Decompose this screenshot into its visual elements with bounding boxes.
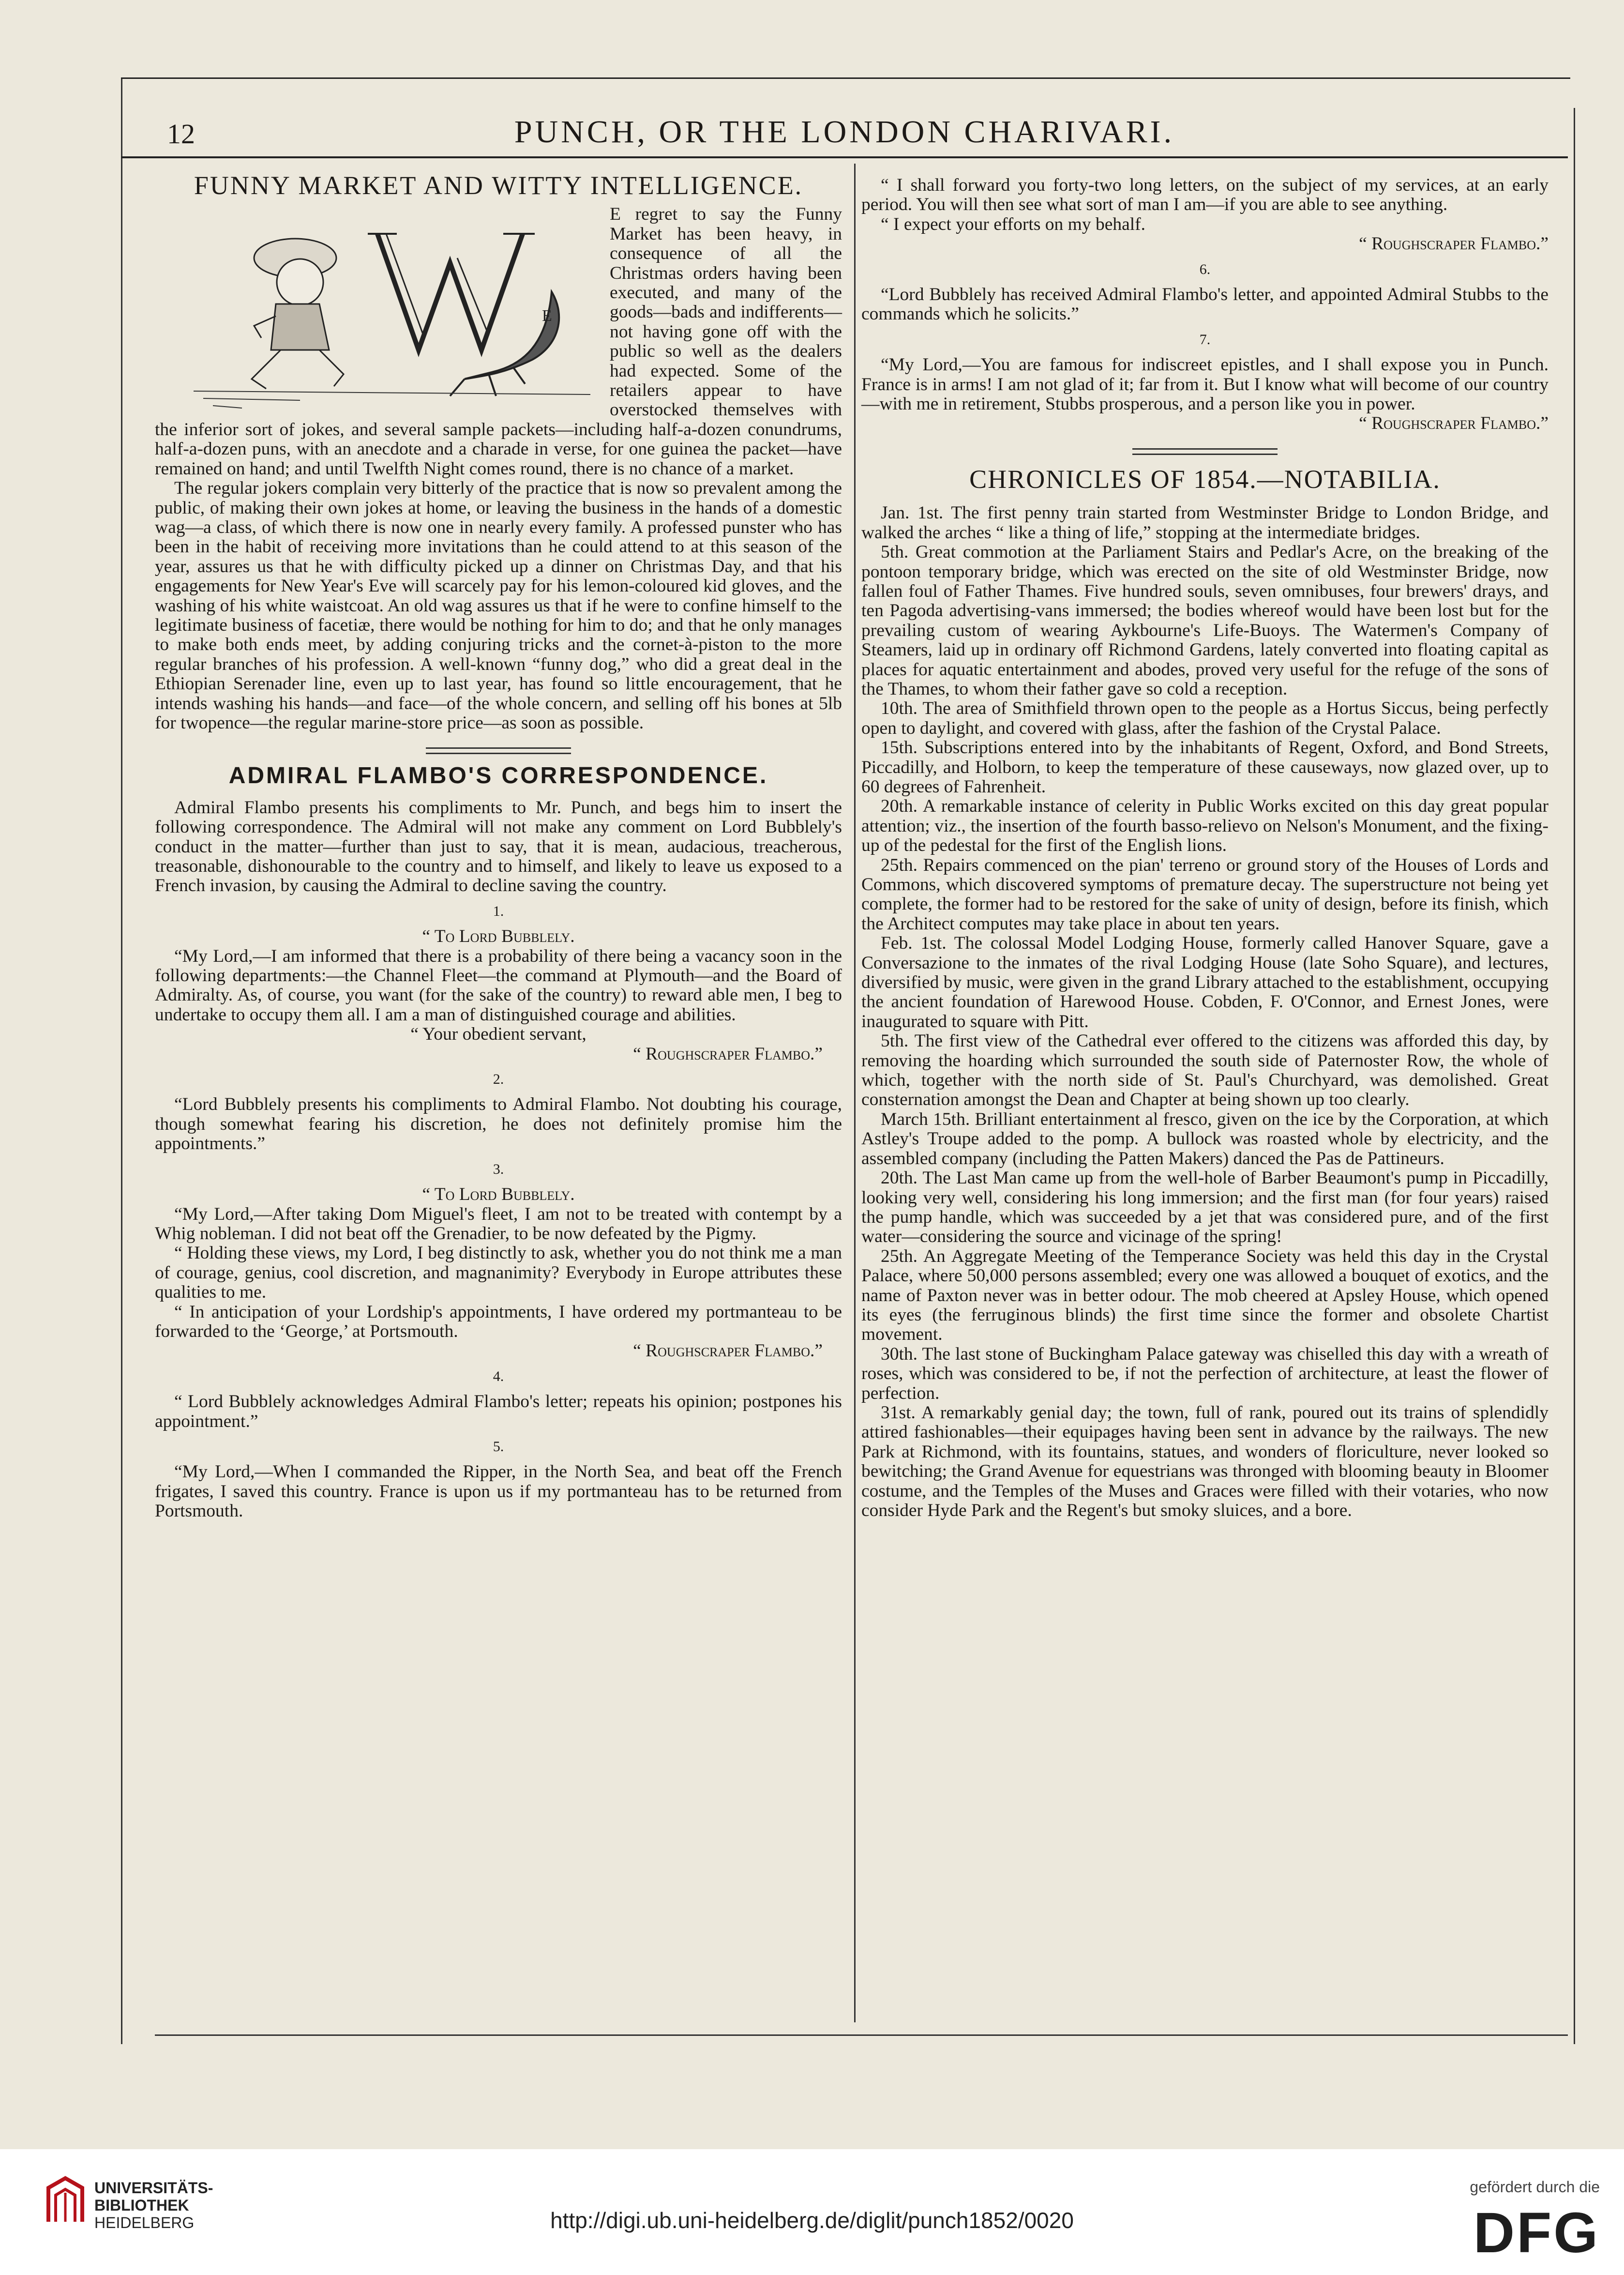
page-bottom-rule	[155, 2034, 1568, 2036]
letter-number-7: 7.	[1199, 331, 1211, 348]
dfg-caption: gefördert durch die	[1470, 2178, 1600, 2196]
letter-3-signature: “ Roughscraper Flambo.”	[633, 1341, 823, 1361]
funny-market-paragraph-1: E regret to say the Funny Market has been heavy, in consequence of all the Christmas orders having been executed, and many of the goods—bads and indifferents—not having gone off with the public so well as the dealers had expected. Some of the retailers appear to have overstocked themselves with the inferior sort of jokes, and several sample packets—including half-a-dozen conundrums, half-a-dozen puns, with an anecdote and a charade in verse, for one guinea the packet—have remained on hand; and until Twelfth Night comes round, there is no chance of a market.	[155, 204, 842, 479]
section-separator	[1132, 448, 1278, 455]
funny-market-heading: FUNNY MARKET AND WITTY INTELLIGENCE.	[194, 171, 803, 200]
letter-1-addressee: “ To Lord Bubblely.	[422, 926, 575, 947]
left-column	[155, 171, 842, 1521]
letter-1-closing: “ Your obedient servant,	[410, 1024, 586, 1045]
newspaper-page	[121, 77, 1570, 2044]
letter-1-body: “My Lord,—I am informed that there is a probability of there being a vacancy soon in the following departments:—the Channel Fleet—the command at Plymouth—and the Board of Admiralty. As, of course, you want (for the sake of the country) to reward able men, I beg to undertake to occupy them all. I am a man of distinguished courage and abilities.	[155, 946, 842, 1025]
letter-5-body: “My Lord,—When I commanded the Ripper, in the North Sea, and beat off the French frigates, I saved this country. France is upon us if my portmanteau has to be returned from Portsmouth.	[155, 1462, 842, 1521]
letter-number-2: 2.	[493, 1071, 504, 1088]
letter-number-1: 1.	[493, 903, 504, 919]
letter-4-body: “ Lord Bubblely acknowledges Admiral Flambo's letter; repeats his opinion; postpones his appointment.”	[155, 1392, 842, 1431]
chronicle-entry: 20th. A remarkable instance of celerity in Public Works excited on this day great popular attention; viz., the insertion of the fourth basso-relievo on Nelson's Monument, and the fixing-up of the pedestal for the first of the English lions.	[861, 796, 1549, 856]
letter-5-continuation-1: “ I shall forward you forty-two long letters, on the subject of my services, at an early period. You will then see what sort of man I am—if you are able to see anything.	[861, 175, 1549, 215]
running-header	[121, 108, 1568, 158]
letter-5-signature: “ Roughscraper Flambo.”	[1359, 234, 1549, 254]
library-name-line-1: UNIVERSITÄTS-	[94, 2179, 213, 2197]
letter-7-signature: “ Roughscraper Flambo.”	[1359, 413, 1549, 434]
page-border-right	[1574, 108, 1575, 2044]
chronicle-entry: 20th. The Last Man came up from the well-hole of Barber Beaumont's pump in Piccadilly, looking very well, considering his long immersion; and the first man (for four years) raised the pump handle, which was succeeded by a jet that was considered pure, and of the first water—considering the source and vicinage of the spring!	[861, 1168, 1549, 1247]
admiral-intro: Admiral Flambo presents his compliments to Mr. Punch, and begs him to insert the following correspondence. The Admiral will not make any comment on Lord Bubblely's conduct in the matter—further than just to say, that it is mean, audacious, treacherous, treasonable, dishonourable to the country and to himself, and likely to leave us exposed to a French invasion, by causing the Admiral to decline saving the country.	[155, 797, 842, 896]
chronicle-entry: 10th. The area of Smithfield thrown open to the people as a Hortus Siccus, being perfectly open to daylight, and covered with glass, after the fashion of the Crystal Palace.	[861, 698, 1549, 738]
source-url[interactable]: http://digi.ub.uni-heidelberg.de/diglit/punch1852/0020	[550, 2208, 1074, 2233]
svg-text:E: E	[542, 307, 552, 325]
chronicle-entry: 5th. The first view of the Cathedral ever offered to the citizens was afforded this day, by removing the hoarding which surrounded the south side of Paternoster Row, the whole of which, together with the north side of St. Paul's Churchyard, was demolished. Great consternation amongst the Dean and Chapter at being shown up too clearly.	[861, 1031, 1549, 1110]
letter-7-body: “My Lord,—You are famous for indiscreet epistles, and I shall expose you in Punch. France is in arms! I am not glad of it; far from it. But I know what will become of our country—with me in retirement, Stubbs prosperous, and a person like you in power.	[861, 355, 1549, 414]
library-name-line-2: BIBLIOTHEK	[94, 2197, 189, 2214]
chronicle-entry: 30th. The last stone of Buckingham Palace gateway was chiselled this day with a wreath of roses, which was considered to be, if not the perfection of architecture, at least the flower of perfection.	[861, 1344, 1549, 1403]
letter-2-body: “Lord Bubblely presents his compliments to Admiral Flambo. Not doubting his courage, though somewhat fearing his discretion, he does not definitely promise him the appointments.”	[155, 1094, 842, 1154]
section-separator	[426, 747, 571, 754]
chronicles-heading: CHRONICLES OF 1854.—NOTABILIA.	[969, 464, 1441, 494]
letter-number-6: 6.	[1199, 261, 1211, 277]
library-name-line-3: HEIDELBERG	[94, 2214, 195, 2231]
initial-w-with-jester-and-lizard	[155, 205, 600, 413]
digitization-footer	[0, 2149, 1624, 2275]
page-border-left	[121, 79, 122, 2044]
chronicle-entry: 25th. An Aggregate Meeting of the Temperance Society was held this day in the Crystal Palace, where 50,000 persons assembled; every one was allowed a bouquet of exotics, and the name of Paxton never was in better odour. The mob cheered at Apsley House, which opened its eyes (the ferruginous blinds) the first time since the former and obsolete Chartist movement.	[861, 1246, 1549, 1345]
right-column	[861, 176, 1549, 1520]
letter-5-continuation-2: “ I expect your efforts on my behalf.	[881, 214, 1146, 234]
letter-number-3: 3.	[493, 1161, 504, 1177]
letter-3-body-a: “My Lord,—After taking Dom Miguel's fleet, I am not to be treated with contempt by a Whig nobleman. I did not beat off the Grenadier, to be now defeated by the Pigmy.	[155, 1204, 842, 1244]
chronicle-entry: 31st. A remarkably genial day; the town, full of rank, poured out its trains of splendidly attired fashionables—their equipages having been sent in advance by the railways. The new Park at Richmond, with its fountains, statues, and wonders of floriculture, never looked so bewitching; the Grand Avenue for equestrians was thronged with blooming beauty in Bloomer costume, and the Temples of the Muses and Graces were filled with their votaries, who now consider Hyde Park and the Regent's but smoky sluices, and a bore.	[861, 1402, 1549, 1520]
letter-1-signature: “ Roughscraper Flambo.”	[633, 1044, 823, 1064]
chronicle-entry: 5th. Great commotion at the Parliament Stairs and Pedlar's Acre, on the breaking of the pontoon temporary bridge, which was erected on the site of old Westminster Bridge, now fallen foul of Father Thames. Five hundred souls, seven omnibuses, four brewers' drays, and ten Pagoda advertising-vans immersed; the bodies whereof would have been lost but for the prevailing custom of wearing Aykbourne's Life-Buoys. The Watermen's Company of Steamers, laid up in ordinary off Richmond Gardens, lately converted into floating capital as places for aquatic entertainment and abodes, proved very useful for the refuge of the sons of the Thames, to whom their father gave so cold a reception.	[861, 542, 1549, 699]
chronicle-entry: Feb. 1st. The colossal Model Lodging House, formerly called Hanover Square, gave a Conversazione to the inmates of the rival Lodging House (late Soho Square), and lectures, diversified by music, were given in the grand Library attached to the establishment, occupying the ancient foundation of Harewood House. Cobden, F. O'Connor, and Ernest Jones, were inaugurated to square with Pitt.	[861, 933, 1549, 1031]
funny-market-paragraph-2: The regular jokers complain very bitterly of the practice that is now so prevalent among the public, of making their own jokes at home, or leaving the business in the hands of a domestic wag—a class, of which there is now one in nearly every family. A professed punster who has been in the habit of receiving more invitations than he could attend to at this season of the year, assures us that he with difficulty picked up a dinner on Christmas Day, and that his engagements for New Year's Eve will scarcely pay for his lemon-coloured kid gloves, and the washing of his white waistcoat. An old wag assures us that if he were to confine himself to the legitimate business of facetiæ, there would be nothing for him to do; and that he only manages to make both ends meet, by adding conjuring tricks and the cornet-à-piston to the more regular branches of his profession. A well-known “funny dog,” who did a great deal in the Ethiopian Serenader line, even up to last year, has found so little encouragement, that he intends washing his hands—and face—of the whole concern, and selling off his bones at 5lb for twopence—the regular marine-store price—as soon as possible.	[155, 478, 842, 733]
letter-3-addressee: “ To Lord Bubblely.	[422, 1184, 575, 1205]
page-number: 12	[167, 118, 195, 150]
dfg-logo: DFG	[1473, 2201, 1600, 2265]
admiral-correspondence-heading: ADMIRAL FLAMBO'S CORRESPONDENCE.	[228, 763, 768, 789]
letter-3-body-c: “ In anticipation of your Lordship's appointments, I have ordered my portmanteau to be forwarded to the ‘George,’ at Portsmouth.	[155, 1302, 842, 1341]
letter-number-4: 4.	[493, 1368, 504, 1384]
letter-6-body: “Lord Bubblely has received Admiral Flambo's letter, and appointed Admiral Stubbs to the commands which he solicits.”	[861, 285, 1549, 324]
chronicle-entry: 25th. Repairs commenced on the pian' terreno or ground story of the Houses of Lords and Commons, which discovered symptoms of premature decay. The superstructure not being yet complete, the former had to be restored for the sake of unity of design, before its finish, which the Architect computes may take place in about ten years.	[861, 855, 1549, 934]
chronicle-entry: Jan. 1st. The first penny train started from Westminster Bridge to London Bridge, and walked the arches “ like a thing of life,” stopping at the intermediate bridges.	[861, 503, 1549, 543]
running-title: PUNCH, OR THE LONDON CHARIVARI.	[514, 114, 1175, 150]
column-divider	[854, 164, 856, 2022]
letter-number-5: 5.	[493, 1438, 504, 1455]
letter-3-body-b: “ Holding these views, my Lord, I beg distinctly to ask, whether you do not think me a man of courage, genius, cool discretion, and magnanimity? Everybody in Europe attributes these qualities to me.	[155, 1243, 842, 1303]
woodcut-illustration	[155, 205, 600, 413]
chronicle-entry: 15th. Subscriptions entered into by the inhabitants of Regent, Oxford, and Bond Streets, Piccadilly, and Holborn, to keep the temperature of these causeways, now glazed over, up to 60 degrees of Fahrenheit.	[861, 738, 1549, 797]
chronicle-entry: March 15th. Brilliant entertainment al fresco, given on the ice by the Corporation, at which Astley's Troupe added to the pomp. A bullock was roasted whole by electricity, and the assembled company (including the Patten Makers) danced the Pas de Pattineurs.	[861, 1109, 1549, 1168]
